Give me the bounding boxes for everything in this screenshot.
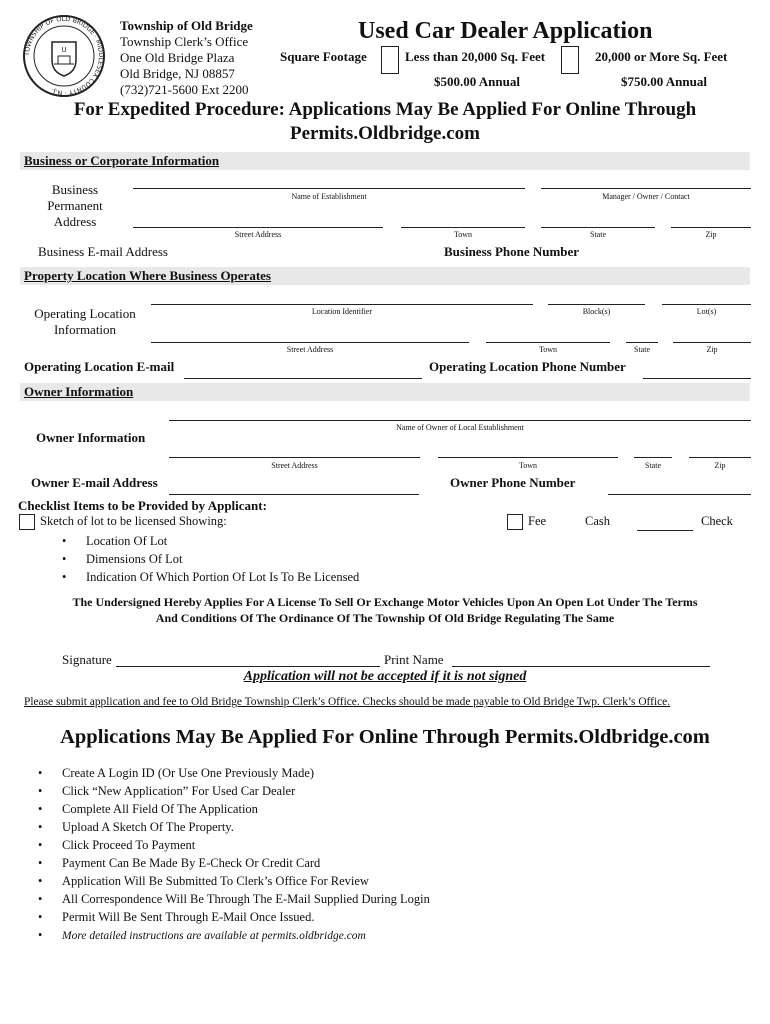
business-state-field[interactable] <box>541 227 655 228</box>
operating-zip-caption: Zip <box>706 345 718 354</box>
owner-name-caption: Name of Owner of Local Establishment <box>396 423 524 432</box>
online-application-heading: Applications May Be Applied For Online Through Permits.Oldbridge.com <box>60 726 710 748</box>
submission-note: Please submit application and fee to Old Bridge Township Clerk’s Office. Checks should be made payable to Old Bridge Twp. Clerk’s Office. <box>24 696 671 708</box>
page-title: Used Car Dealer Application <box>358 18 653 44</box>
sqft-over-20k-checkbox[interactable] <box>561 46 579 74</box>
owner-state-field[interactable] <box>634 457 672 458</box>
list-item: • Complete All Field Of The Application <box>38 802 258 816</box>
business-zip-caption: Zip <box>705 230 717 239</box>
signature-label: Signature <box>62 652 112 667</box>
owner-town-field[interactable] <box>438 457 618 458</box>
business-state-caption: State <box>590 230 606 239</box>
org-name: Township of Old Bridge <box>120 18 253 33</box>
office-name: Township Clerk’s Office <box>120 34 249 49</box>
operating-phone-label: Operating Location Phone Number <box>429 359 626 374</box>
expedited-line1: For Expedited Procedure: Applications May Be Applied For Online Through <box>73 99 697 120</box>
sketch-label: Sketch of lot to be licensed Showing: <box>40 514 227 528</box>
business-street-caption: Street Address <box>234 230 282 239</box>
owner-section-header: Owner Information <box>20 383 750 401</box>
checklist-title: Checklist Items to be Provided by Applicant: <box>18 498 267 513</box>
business-town-field[interactable] <box>401 227 525 228</box>
list-item: • Indication Of Which Portion Of Lot Is To Be Licensed <box>62 570 360 584</box>
lot-caption: Lot(s) <box>696 307 717 316</box>
owner-email-label: Owner E-mail Address <box>31 475 158 490</box>
svg-text:U: U <box>61 46 67 54</box>
owner-email-field[interactable] <box>169 494 419 495</box>
check-number-field[interactable] <box>637 530 693 531</box>
business-email-label: Business E-mail Address <box>38 244 168 259</box>
online-steps-list <box>38 764 430 945</box>
print-name-label: Print Name <box>384 652 444 667</box>
establishment-name-caption: Name of Establishment <box>291 192 367 201</box>
manager-contact-field[interactable] <box>541 188 751 189</box>
operating-email-field[interactable] <box>184 378 422 379</box>
sqft-under-20k-fee: $500.00 Annual <box>434 74 520 89</box>
expedited-notice <box>0 98 770 146</box>
legal-statement: The Undersigned Hereby Applies For A License To Sell Or Exchange Motor Vehicles Upon An Open Lot Under The Terms And Conditions Of The Ordinance Of The Township Of Old Bridge Regulating The Same <box>72 595 698 625</box>
owner-phone-label: Owner Phone Number <box>450 475 576 490</box>
business-zip-field[interactable] <box>671 227 751 228</box>
operating-town-caption: Town <box>538 345 558 354</box>
block-field[interactable] <box>548 304 645 305</box>
sqft-under-20k-checkbox[interactable] <box>381 46 399 74</box>
sketch-checkbox[interactable] <box>19 514 35 530</box>
operating-state-field[interactable] <box>626 342 658 343</box>
business-town-caption: Town <box>453 230 473 239</box>
expedited-link[interactable]: Permits.Oldbridge.com <box>290 123 480 144</box>
list-item: • Permit Will Be Sent Through E-Mail Once Issued. <box>38 910 315 924</box>
print-name-field[interactable] <box>452 666 710 667</box>
list-item: • Payment Can Be Made By E-Check Or Credit Card <box>38 856 321 870</box>
owner-zip-field[interactable] <box>689 457 751 458</box>
sqft-over-20k-fee: $750.00 Annual <box>621 74 707 89</box>
owner-state-caption: State <box>645 461 661 470</box>
owner-phone-field[interactable] <box>608 494 751 495</box>
business-section-header: Business or Corporate Information <box>20 152 750 170</box>
list-item: • Dimensions Of Lot <box>62 552 183 566</box>
signature-warning: Application will not be accepted if it is not signed <box>243 669 527 684</box>
phone-number: (732)721-5600 Ext 2200 <box>120 82 249 97</box>
owner-town-caption: Town <box>518 461 538 470</box>
list-item: • Create A Login ID (Or Use One Previously Made) <box>38 766 315 780</box>
owner-street-field[interactable] <box>169 457 420 458</box>
location-identifier-caption: Location Identifier <box>311 307 373 316</box>
business-phone-label: Business Phone Number <box>444 244 580 259</box>
sqft-over-20k-label: 20,000 or More Sq. Feet <box>595 49 728 64</box>
list-item: • Upload A Sketch Of The Property. <box>38 820 234 834</box>
city-state: Old Bridge, NJ 08857 <box>120 66 235 81</box>
list-item: • All Correspondence Will Be Through The E-Mail Supplied During Login <box>38 892 430 906</box>
list-item: • Click “New Application” For Used Car Dealer <box>38 784 296 798</box>
operating-town-field[interactable] <box>486 342 610 343</box>
operating-street-field[interactable] <box>151 342 469 343</box>
owner-zip-caption: Zip <box>714 461 726 470</box>
cash-label: Cash <box>585 514 610 528</box>
check-label: Check <box>701 514 733 528</box>
location-identifier-field[interactable] <box>151 304 533 305</box>
owner-information-label: Owner Information <box>36 430 146 445</box>
manager-contact-caption: Manager / Owner / Contact <box>602 192 690 201</box>
list-item: • Application Will Be Submitted To Clerk’s Office For Review <box>38 874 369 888</box>
block-caption: Block(s) <box>582 307 611 316</box>
operating-location-label: Operating Location Information <box>34 306 136 337</box>
list-item: • Location Of Lot <box>62 534 168 548</box>
lot-field[interactable] <box>662 304 751 305</box>
clerk-address <box>120 18 253 98</box>
operating-zip-field[interactable] <box>673 342 751 343</box>
fee-label: Fee <box>528 514 547 528</box>
square-footage-label: Square Footage <box>280 49 367 64</box>
owner-name-field[interactable] <box>169 420 751 421</box>
township-seal <box>22 14 106 98</box>
operating-street-caption: Street Address <box>286 345 334 354</box>
sqft-under-20k-label: Less than 20,000 Sq. Feet <box>405 49 546 64</box>
establishment-name-field[interactable] <box>133 188 525 189</box>
svg-text:TOWNSHIP OF OLD BRIDGE · MIDDL: TOWNSHIP OF OLD BRIDGE · MIDDLESEX COUNTY · N.J. <box>22 14 106 98</box>
owner-street-caption: Street Address <box>271 461 318 470</box>
property-section-header: Property Location Where Business Operates <box>20 267 750 285</box>
operating-email-label: Operating Location E-mail <box>24 359 175 374</box>
sketch-requirements-list <box>62 532 359 586</box>
operating-state-caption: State <box>634 345 650 354</box>
signature-field[interactable] <box>116 666 380 667</box>
list-item: • More detailed instructions are available at permits.oldbridge.com <box>38 928 366 942</box>
street-address: One Old Bridge Plaza <box>120 50 235 65</box>
operating-phone-field[interactable] <box>643 378 751 379</box>
business-address-label: Business Permanent Address <box>47 182 103 229</box>
fee-checkbox[interactable] <box>507 514 523 530</box>
list-item: • Click Proceed To Payment <box>38 838 196 852</box>
business-street-field[interactable] <box>133 227 383 228</box>
